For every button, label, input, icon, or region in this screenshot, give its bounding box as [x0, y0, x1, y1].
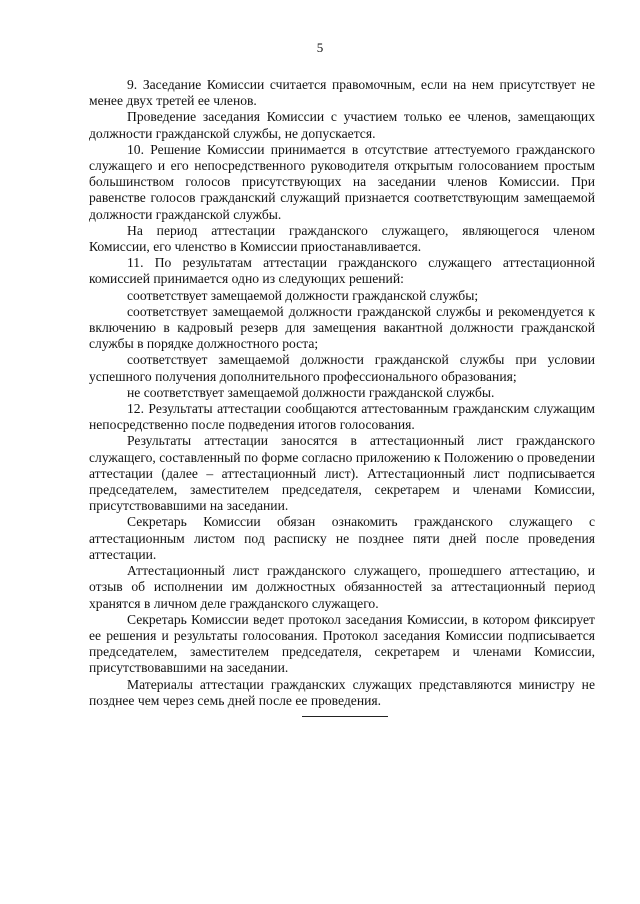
paragraph-attestation-sheet: Результаты аттестации заносятся в аттестационный лист гражданского служащего, составленный по форме согласно приложению к Положению о проведении аттестации (далее – аттестационный лист). Аттестационный лист подписывается председателем, заместителем председателя, секретарем и членами Комиссии, присутствовавшими на заседании. [89, 433, 595, 514]
decision-option-1: соответствует замещаемой должности гражданской службы; [127, 287, 479, 303]
decision-option-3: соответствует замещаемой должности гражданской службы при условии успешного получения дополнительного профессионального образования; [89, 352, 595, 384]
paragraph-9-quorum: 9. Заседание Комиссии считается правомочным, если на нем присутствует не менее двух третей ее членов. [89, 77, 595, 109]
closing-rule [302, 716, 388, 717]
paragraph-protocol: Секретарь Комиссии ведет протокол заседания Комиссии, в котором фиксирует ее решения и результаты голосования. Протокол заседания Комиссии подписывается председателем, заместителем председателя, секретарем и членами Комиссии, присутствовавшими на заседании. [89, 611, 595, 676]
decision-option-2: соответствует замещаемой должности гражданской службы и рекомендуется к включению в кадровый резерв для замещения вакантной должности гражданской службы в порядке должностного роста; [89, 303, 595, 352]
paragraph-11-results: 11. По результатам аттестации гражданского служащего аттестационной комиссией принимается одно из следующих решений: [89, 255, 595, 287]
paragraph-12-announcement: 12. Результаты аттестации сообщаются аттестованным гражданским служащим непосредственно после подведения итогов голосования. [89, 401, 595, 433]
paragraph-secretary-acquaint: Секретарь Комиссии обязан ознакомить гражданского служащего с аттестационным листом под расписку не позднее пяти дней после проведения аттестации. [89, 514, 595, 562]
document-body [89, 77, 595, 709]
paragraph-membership-suspended: На период аттестации гражданского служащего, являющегося членом Комиссии, его членство в Комиссии приостанавливается. [89, 222, 595, 255]
paragraph-sheet-storage: Аттестационный лист гражданского служащего, прошедшего аттестацию, и отзыв об исполнении им должностных обязанностей за аттестационный период хранятся в личном деле гражданского служащего. [89, 563, 595, 611]
paragraph-materials: Материалы аттестации гражданских служащих представляются министру не позднее чем через семь дней после ее проведения. [89, 676, 595, 708]
page-number: 5 [316, 40, 324, 55]
decision-option-4: не соответствует замещаемой должности гражданской службы. [127, 384, 495, 400]
paragraph-members-only: Проведение заседания Комиссии с участием только ее членов, замещающих должности гражданской службы, не допускается. [89, 109, 595, 141]
paragraph-10-decision: 10. Решение Комиссии принимается в отсутствие аттестуемого гражданского служащего и его непосредственного руководителя открытым голосованием простым большинством голосов присутствующих на заседании членов Комиссии. При равенстве голосов гражданский служащий признается соответствующим замещаемой должности гражданской службы. [89, 141, 595, 222]
